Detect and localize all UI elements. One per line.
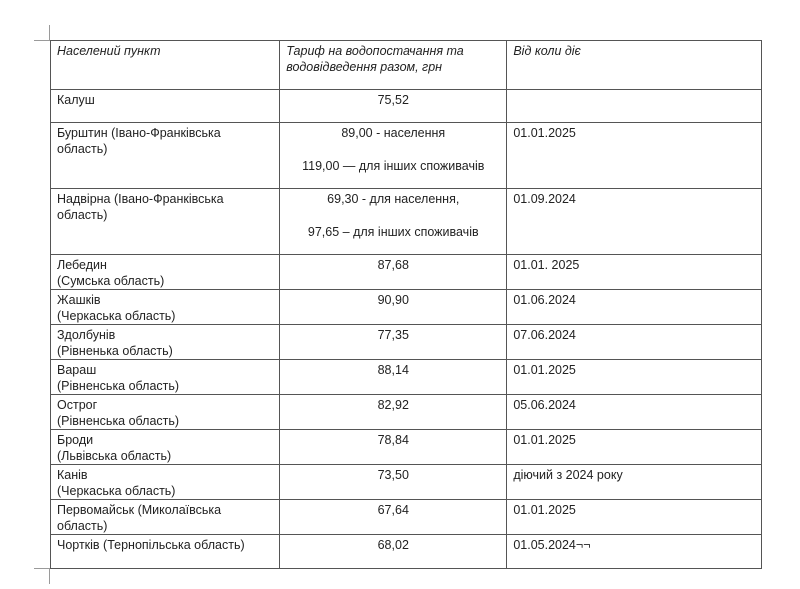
cell-place: [51, 430, 280, 465]
table-row: [51, 325, 762, 360]
cell-since: 05.06.2024: [507, 395, 762, 430]
place-name: Здолбунів: [57, 328, 116, 342]
cell-since: 07.06.2024: [507, 325, 762, 360]
table-row: [51, 395, 762, 430]
place-region: (Львівська область): [57, 449, 172, 463]
place-region: (Рівненська область): [57, 379, 180, 393]
place-name: Лебедин: [57, 258, 107, 272]
table-header-row: [51, 41, 762, 90]
table-row: [51, 123, 762, 189]
place-name: Чортків (Тернопільська область): [57, 538, 245, 552]
cell-place: [51, 500, 280, 535]
cell-tariff: 68,02: [280, 535, 507, 569]
cell-since: 01.05.2024¬¬: [507, 535, 762, 569]
cell-since: 01.01.2025: [507, 123, 762, 189]
cell-place: [51, 123, 280, 189]
place-name: Броди: [57, 433, 94, 447]
place-name: Калуш: [57, 93, 95, 107]
cell-tariff: 82,92: [280, 395, 507, 430]
cell-tariff: 78,84: [280, 430, 507, 465]
cell-place: [51, 255, 280, 290]
cell-place: [51, 360, 280, 395]
tariff-value: 89,00 - населення: [341, 126, 446, 140]
crop-mark-bottom-left-vertical: [49, 568, 50, 584]
cell-tariff: 87,68: [280, 255, 507, 290]
tariff-value: 69,30 - для населення,: [327, 192, 460, 206]
cell-since: 01.01. 2025: [507, 255, 762, 290]
table-row: [51, 255, 762, 290]
place-region: (Рівненька область): [57, 344, 173, 358]
place-region: (Рівненська область): [57, 414, 180, 428]
cell-tariff: 77,35: [280, 325, 507, 360]
crop-mark-top-left-vertical: [49, 25, 50, 41]
cell-tariff: [280, 123, 507, 189]
header-place: Населений пункт: [51, 41, 280, 90]
cell-tariff: 90,90: [280, 290, 507, 325]
cell-tariff: 73,50: [280, 465, 507, 500]
cell-tariff: 88,14: [280, 360, 507, 395]
table-row: [51, 290, 762, 325]
table-row: [51, 535, 762, 569]
cell-place: [51, 90, 280, 123]
cell-since: 01.01.2025: [507, 360, 762, 395]
cell-since: 01.06.2024: [507, 290, 762, 325]
cell-since: 01.01.2025: [507, 430, 762, 465]
cell-place: [51, 325, 280, 360]
cell-since: 01.09.2024: [507, 189, 762, 255]
place-name: Острог: [57, 398, 98, 412]
place-name: Первомайськ (Миколаївська область): [57, 503, 222, 533]
place-region: (Черкаська область): [57, 484, 176, 498]
table-row: [51, 430, 762, 465]
cell-place: [51, 395, 280, 430]
table-row: [51, 500, 762, 535]
crop-mark-bottom-left-horizontal: [34, 568, 50, 569]
cell-place: [51, 290, 280, 325]
header-since: Від коли діє: [507, 41, 762, 90]
tariff-value-other: 119,00 — для інших споживачів: [302, 159, 485, 173]
place-region: (Черкаська область): [57, 309, 176, 323]
place-name: Канів: [57, 468, 88, 482]
place-name: Вараш: [57, 363, 97, 377]
cell-place: [51, 189, 280, 255]
tariff-table: [50, 40, 762, 569]
place-region: (Сумська область): [57, 274, 165, 288]
cell-place: [51, 535, 280, 569]
place-name: Жашків: [57, 293, 101, 307]
cell-place: [51, 465, 280, 500]
table-row: [51, 465, 762, 500]
place-name: Надвірна (Івано-Франківська область): [57, 192, 224, 222]
table-row: [51, 189, 762, 255]
cell-tariff: 67,64: [280, 500, 507, 535]
place-name: Бурштин (Івано-Франківська область): [57, 126, 221, 156]
crop-mark-top-left-horizontal: [34, 40, 50, 41]
cell-since: [507, 90, 762, 123]
cell-tariff: [280, 189, 507, 255]
tariff-value: 75,52: [377, 93, 409, 107]
cell-tariff: [280, 90, 507, 123]
table-row: [51, 360, 762, 395]
table-row: [51, 90, 762, 123]
cell-since: 01.01.2025: [507, 500, 762, 535]
header-tariff: Тариф на водопостачання та водовідведення разом, грн: [280, 41, 507, 90]
tariff-value-other: 97,65 – для інших споживачів: [307, 225, 479, 239]
cell-since: діючий з 2024 року: [507, 465, 762, 500]
